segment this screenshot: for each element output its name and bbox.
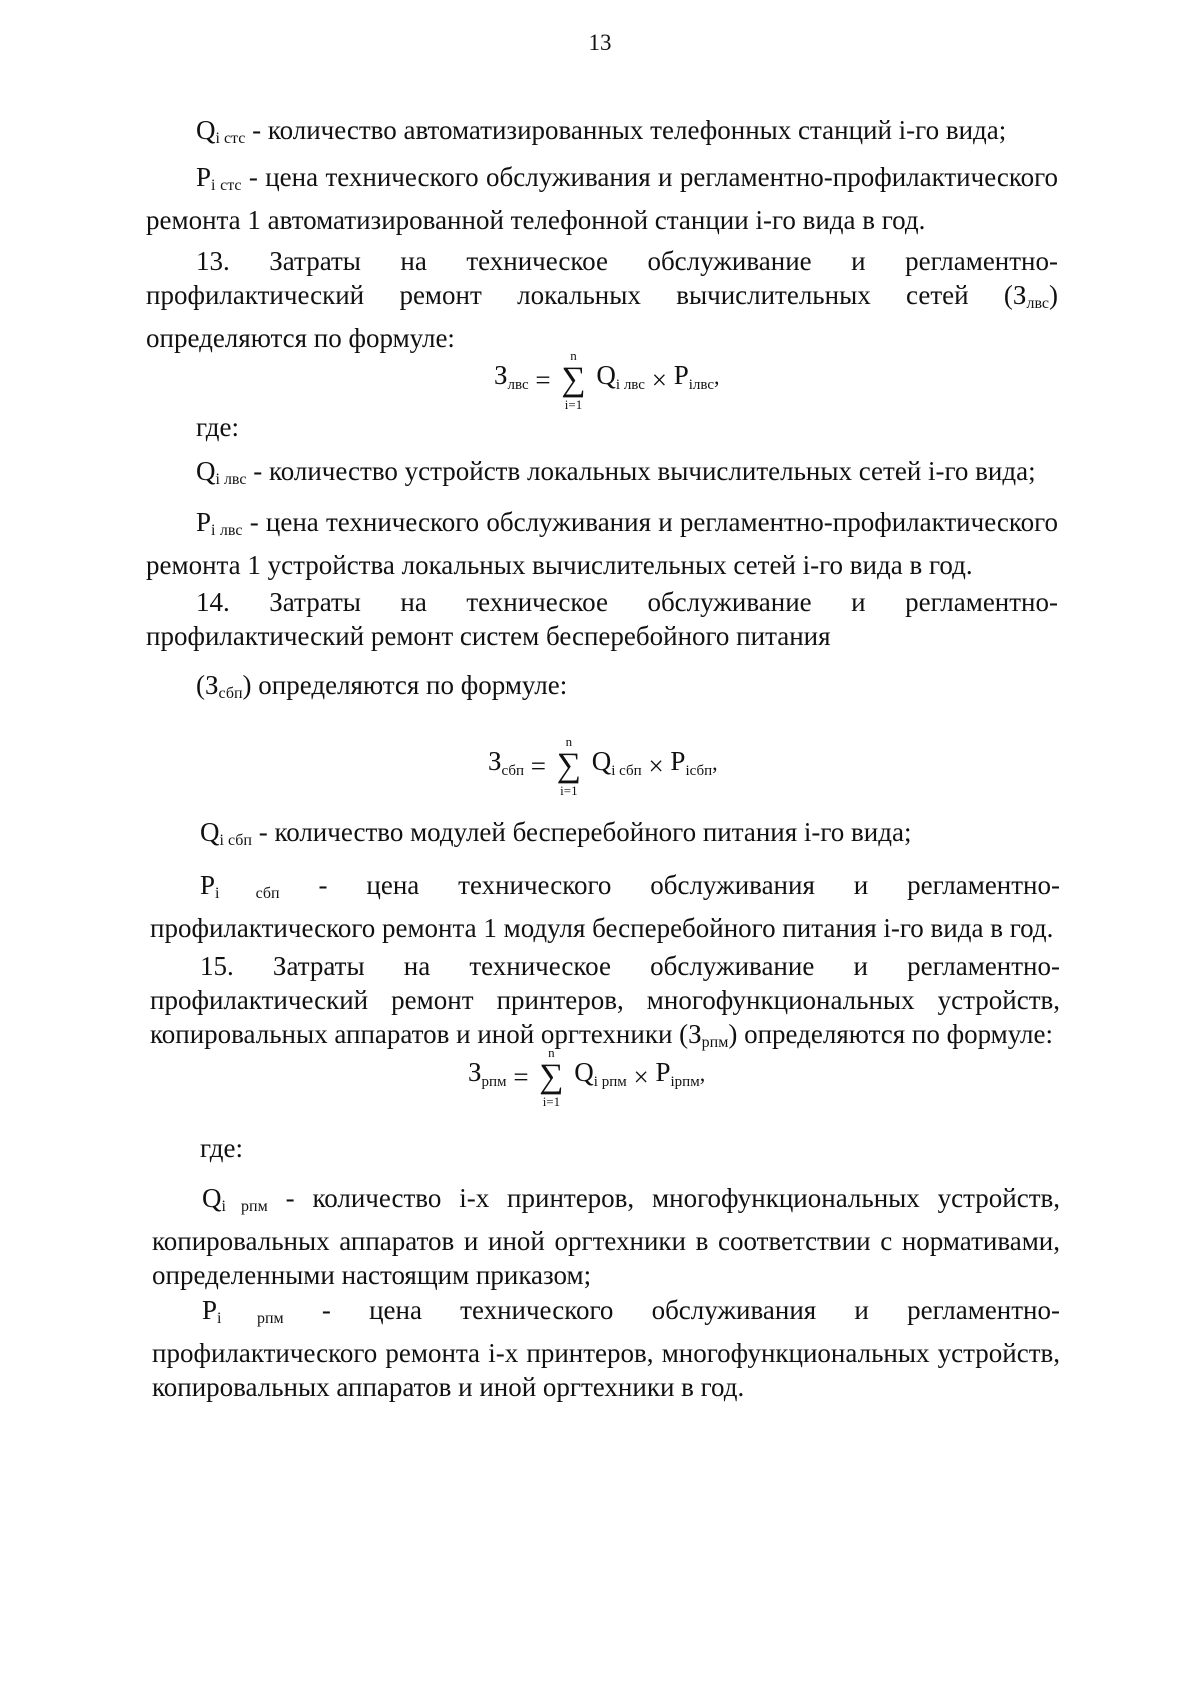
- where-label: где:: [200, 1133, 243, 1163]
- formula-rpm: [468, 1045, 705, 1109]
- formula-q-term: Qi лвс: [596, 360, 645, 393]
- page-number: 13: [588, 30, 612, 55]
- multiply-sign: ×: [633, 1062, 649, 1092]
- definition-p-rpm: $P_{i рпм}$ - цена технического обслуживания и регламентно-профилактического ремонта i-х принтеров, многофункциональных устройств, копировальных аппаратов и иной оргтехники в год.: [152, 1295, 1060, 1402]
- equals-sign: =: [513, 1062, 529, 1092]
- section-14-heading: 14. Затраты на техническое обслуживание и регламентно-профилактический ремонт систем бесперебойного питания: [146, 587, 1058, 651]
- summation-sign: n ∑ i=1: [556, 734, 582, 798]
- equals-sign: =: [530, 751, 547, 781]
- multiply-sign: ×: [648, 751, 664, 781]
- where-label: где:: [196, 412, 239, 442]
- multiply-sign: ×: [651, 365, 667, 395]
- definition-p-stc: $P_{i стс}$ - цена технического обслуживания и регламентно-профилактического ремонта 1 автоматизированной телефонной станции i-го вида в год.: [146, 162, 1058, 235]
- formula-q-term: Qi сбп: [591, 746, 642, 779]
- formula-p-term: Piсбп,: [670, 746, 718, 779]
- definition-q-stc: $Q_{i стс}$ - количество автоматизированных телефонных станций i-го вида;: [196, 115, 1007, 147]
- section-13-heading: 13. Затраты на техническое обслуживание и регламентно-профилактический ремонт локальных вычислительных сетей $(З_{лвс})$ определяются по формуле:: [146, 246, 1058, 353]
- section-15-heading: 15. Затраты на техническое обслуживание и регламентно-профилактический ремонт принтеров, многофункциональных устройств, копировальных аппаратов и иной оргтехники $(З_{рпм})$ определяются по формуле:: [150, 951, 1060, 1051]
- definition-q-rpm: $Q_{i рпм}$ - количество i-х принтеров, многофункциональных устройств, копировальных аппаратов и иной оргтехники в соответствии с нормативами, определенными настоящим приказом;: [152, 1183, 1061, 1290]
- formula-sbp: [488, 734, 718, 798]
- equals-sign: =: [535, 365, 551, 395]
- formula-lhs: Злвс: [494, 360, 529, 393]
- formula-q-term: Qi рпм: [574, 1057, 627, 1090]
- formula-p-term: Piлвс,: [673, 360, 720, 393]
- definition-q-lvs: $Q_{i лвс}$ - количество устройств локальных вычислительных сетей i-го вида;: [196, 456, 1036, 488]
- definition-q-sbp: $Q_{i сбп}$ - количество модулей бесперебойного питания i-го вида;: [200, 817, 912, 849]
- definition-p-lvs: $P_{i лвс}$ - цена технического обслуживания и регламентно-профилактического ремонта 1 устройства локальных вычислительных сетей i-го вида в год.: [146, 507, 1058, 580]
- formula-p-term: Piрпм,: [655, 1057, 706, 1090]
- formula-lhs: Зрпм: [468, 1057, 507, 1090]
- summation-sign: n ∑ i=1: [561, 348, 586, 412]
- section-14-formula-intro: $(З_{сбп})$ определяются по формуле:: [196, 670, 568, 702]
- formula-lvs: [494, 348, 720, 412]
- summation-sign: n ∑ i=1: [539, 1045, 564, 1109]
- formula-lhs: Зсбп: [488, 746, 525, 779]
- definition-p-sbp: $P_{i сбп}$ - цена технического обслуживания и регламентно-профилактического ремонта 1 модуля бесперебойного питания i-го вида в год.: [150, 870, 1060, 943]
